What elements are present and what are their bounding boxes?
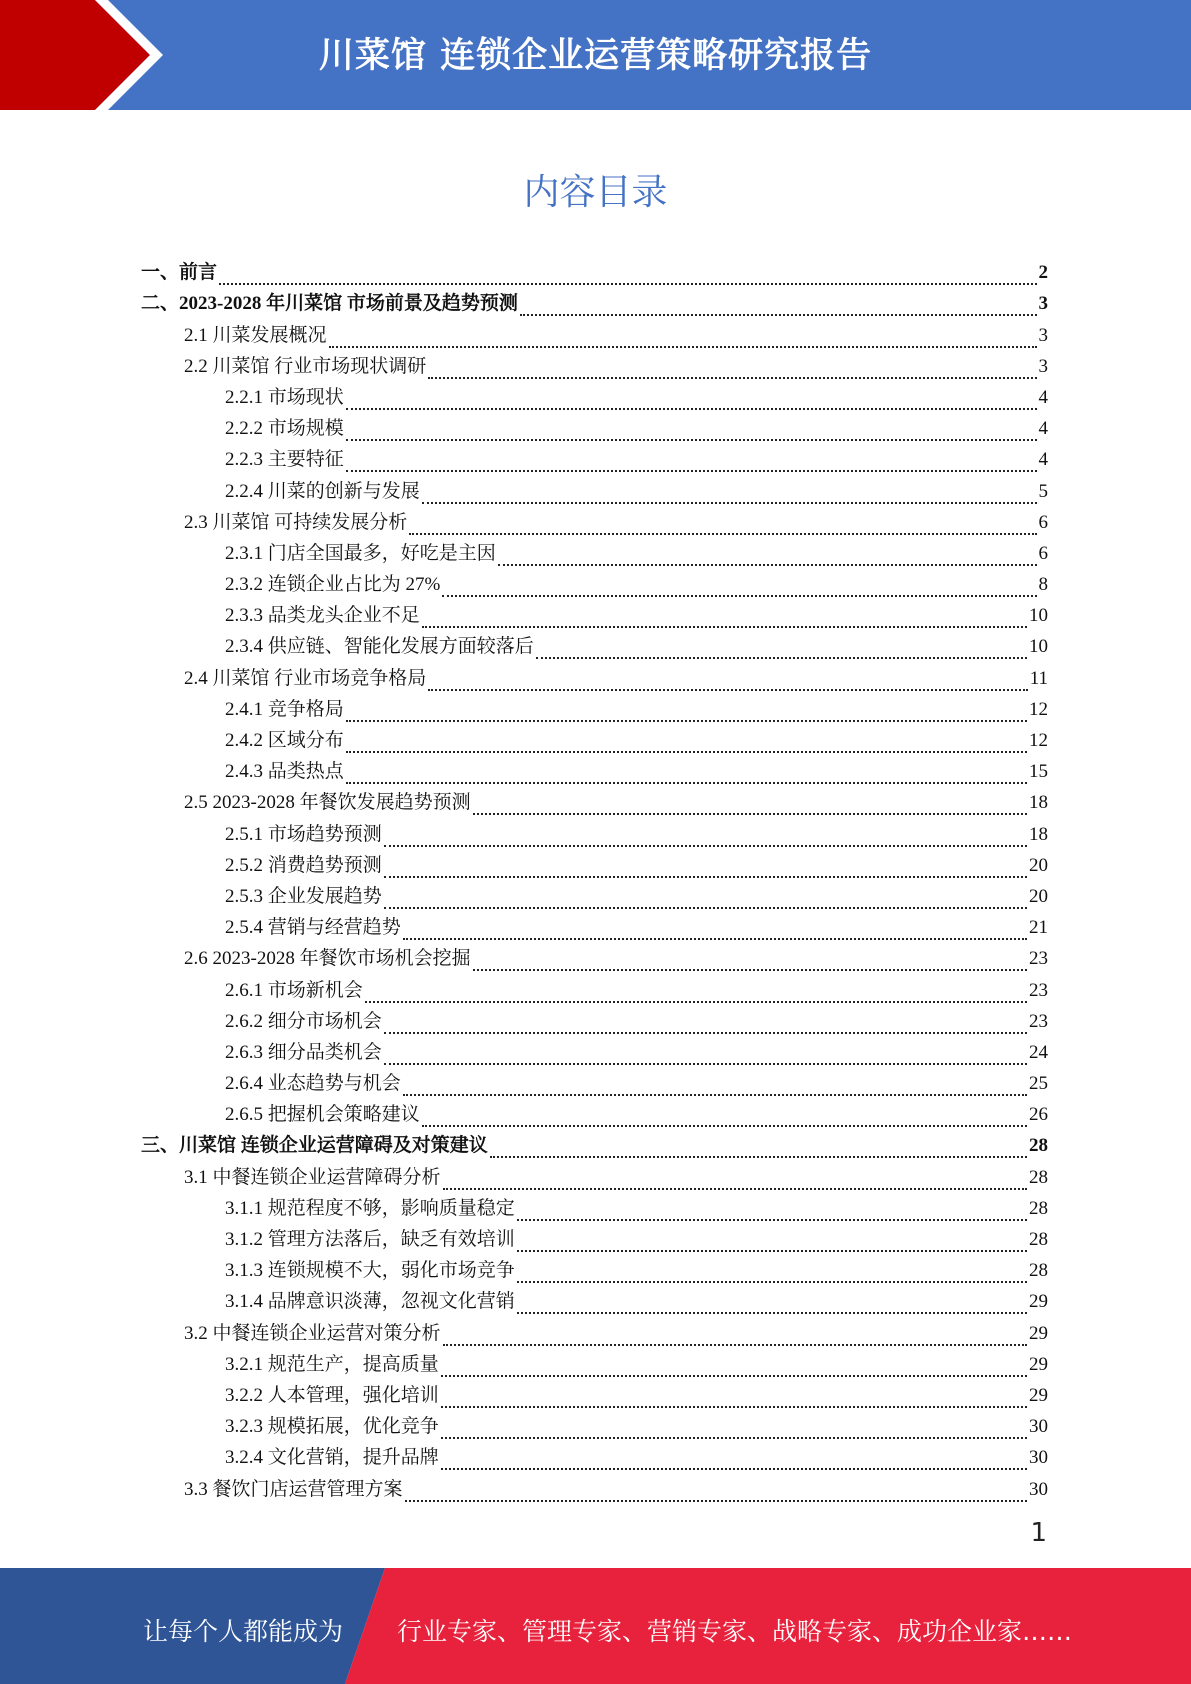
toc-entry-title: 2.4.2 区域分布 bbox=[225, 730, 344, 751]
dot-leader bbox=[346, 764, 1027, 784]
toc-entry-page: 28 bbox=[1029, 1135, 1048, 1157]
toc-entry-title: 2.1 川菜发展概况 bbox=[184, 324, 327, 346]
dot-leader bbox=[428, 671, 1027, 691]
dot-leader bbox=[403, 1076, 1027, 1096]
dot-leader bbox=[428, 359, 1036, 379]
toc-entry-page: 26 bbox=[1029, 1104, 1048, 1126]
dot-leader bbox=[384, 889, 1027, 909]
toc-entry-page: 23 bbox=[1029, 979, 1048, 1001]
toc-entry-page: 5 bbox=[1038, 480, 1048, 502]
toc-entry[interactable] bbox=[141, 971, 1048, 1002]
dot-leader bbox=[517, 1263, 1027, 1283]
toc-entry[interactable] bbox=[141, 1346, 1048, 1377]
toc-entry-page: 20 bbox=[1029, 885, 1048, 907]
toc-entry-title: 2.3.3 品类龙头企业不足 bbox=[225, 605, 420, 627]
dot-leader bbox=[384, 1045, 1027, 1065]
toc-entry[interactable] bbox=[141, 1377, 1048, 1408]
toc-entry[interactable] bbox=[141, 784, 1048, 815]
toc-entry-page: 30 bbox=[1029, 1478, 1048, 1500]
footer-banner bbox=[0, 1568, 1191, 1684]
toc-entry-title: 2.2 川菜馆 行业市场现状调研 bbox=[184, 355, 427, 377]
toc-entry-title: 3.1.4 品牌意识淡薄，忽视文化营销 bbox=[225, 1291, 515, 1313]
dot-leader bbox=[490, 1138, 1027, 1158]
dot-leader bbox=[346, 452, 1037, 472]
toc-entry[interactable] bbox=[141, 628, 1048, 659]
toc-entry-title: 2.5.3 企业发展趋势 bbox=[225, 885, 382, 907]
toc-entry[interactable] bbox=[141, 1158, 1048, 1189]
toc-entry-page: 28 bbox=[1029, 1260, 1048, 1282]
toc-entry[interactable] bbox=[141, 597, 1048, 628]
toc-entry-title: 2.3.1 门店全国最多，好吃是主因 bbox=[225, 542, 496, 564]
dot-leader bbox=[405, 1482, 1027, 1502]
dot-leader bbox=[384, 1014, 1027, 1034]
toc-entry-title: 2.6.3 细分品类机会 bbox=[225, 1041, 382, 1063]
dot-leader bbox=[422, 1107, 1027, 1127]
report-title: 川菜馆 连锁企业运营策略研究报告 bbox=[318, 36, 873, 76]
toc-entry-title: 二、2023-2028 年川菜馆 市场前景及趋势预测 bbox=[141, 293, 518, 315]
dot-leader bbox=[384, 858, 1027, 878]
toc-entry[interactable] bbox=[141, 847, 1048, 878]
toc-entry-title: 3.2 中餐连锁企业运营对策分析 bbox=[184, 1322, 441, 1344]
toc-entry-page: 24 bbox=[1029, 1041, 1048, 1063]
toc-entry-page: 3 bbox=[1038, 293, 1048, 315]
toc-entry-page: 29 bbox=[1029, 1322, 1048, 1344]
dot-leader bbox=[346, 390, 1037, 410]
dot-leader bbox=[409, 515, 1036, 535]
toc-entry-page: 12 bbox=[1029, 698, 1048, 720]
toc-entry-page: 11 bbox=[1029, 667, 1048, 689]
toc-entry[interactable] bbox=[141, 940, 1048, 971]
toc-entry-page: 29 bbox=[1029, 1291, 1048, 1313]
toc-entry[interactable] bbox=[141, 285, 1048, 316]
dot-leader bbox=[346, 421, 1037, 441]
toc-entry[interactable] bbox=[141, 878, 1048, 909]
dot-leader bbox=[443, 1326, 1027, 1346]
dot-leader bbox=[403, 920, 1027, 940]
toc-entry[interactable] bbox=[141, 472, 1048, 503]
toc-entry[interactable] bbox=[141, 691, 1048, 722]
toc-entry[interactable] bbox=[141, 1034, 1048, 1065]
toc-entry-title: 2.6.1 市场新机会 bbox=[225, 979, 363, 1001]
dot-leader bbox=[536, 639, 1027, 659]
toc-entry-page: 6 bbox=[1038, 511, 1048, 533]
dot-leader bbox=[443, 1170, 1027, 1190]
toc-entry-title: 2.4.1 竞争格局 bbox=[225, 698, 344, 720]
dot-leader bbox=[219, 265, 1036, 285]
toc-entry-page: 15 bbox=[1029, 761, 1048, 783]
toc-entry-title: 2.6.4 业态趋势与机会 bbox=[225, 1073, 401, 1095]
toc-entry[interactable] bbox=[141, 1439, 1048, 1470]
toc-entry-title: 2.6.5 把握机会策略建议 bbox=[225, 1104, 420, 1126]
dot-leader bbox=[441, 1357, 1027, 1377]
toc-entry-page: 30 bbox=[1029, 1447, 1048, 1469]
toc-entry[interactable] bbox=[141, 441, 1048, 472]
toc-entry-page: 21 bbox=[1029, 917, 1048, 939]
toc-entry[interactable] bbox=[141, 504, 1048, 535]
dot-leader bbox=[517, 1201, 1027, 1221]
toc-entry-page: 28 bbox=[1029, 1229, 1048, 1250]
toc-entry-title: 2.2.3 主要特征 bbox=[225, 449, 344, 471]
footer-slogan-right: 行业专家、管理专家、营销专家、战略专家、成功企业家…… bbox=[397, 1617, 1073, 1646]
toc-entry-page: 8 bbox=[1038, 574, 1048, 596]
toc-entry[interactable] bbox=[141, 659, 1048, 690]
toc-entry-title: 三、川菜馆 连锁企业运营障碍及对策建议 bbox=[141, 1135, 488, 1157]
dot-leader bbox=[473, 951, 1027, 971]
toc-entry-page: 29 bbox=[1029, 1353, 1048, 1375]
toc-entry[interactable] bbox=[141, 348, 1048, 379]
toc-entry-title: 2.6.2 细分市场机会 bbox=[225, 1010, 382, 1032]
toc-entry-title: 2.5.1 市场趋势预测 bbox=[225, 823, 382, 845]
toc-entry-title: 3.1.2 管理方法落后，缺乏有效培训 bbox=[225, 1229, 515, 1250]
toc-entry-page: 10 bbox=[1029, 605, 1048, 627]
toc-entry-title: 2.5 2023-2028 年餐饮发展趋势预测 bbox=[184, 792, 471, 814]
toc-entry-title: 2.3.2 连锁企业占比为 27% bbox=[225, 574, 441, 596]
toc-entry-title: 3.1.3 连锁规模不大，弱化市场竞争 bbox=[225, 1260, 515, 1282]
toc-entry-title: 2.4 川菜馆 行业市场竞争格局 bbox=[184, 667, 427, 689]
toc-entry-page: 10 bbox=[1029, 636, 1048, 658]
dot-leader bbox=[442, 577, 1036, 597]
toc-entry-title: 3.2.1 规范生产，提高质量 bbox=[225, 1353, 439, 1375]
toc-entry[interactable] bbox=[141, 1221, 1048, 1252]
toc-entry-title: 2.5.4 营销与经营趋势 bbox=[225, 917, 401, 939]
toc-entry[interactable] bbox=[141, 316, 1048, 347]
dot-leader bbox=[346, 702, 1027, 722]
dot-leader bbox=[517, 1294, 1027, 1314]
toc-entry[interactable] bbox=[141, 1252, 1048, 1283]
toc-entry[interactable] bbox=[141, 1408, 1048, 1439]
toc-entry[interactable] bbox=[141, 254, 1048, 285]
toc-entry-title: 一、前言 bbox=[141, 262, 218, 284]
toc-entry-page: 25 bbox=[1029, 1073, 1048, 1095]
toc-entry-page: 4 bbox=[1038, 449, 1048, 471]
footer-slogan-left: 让每个人都能成为 bbox=[143, 1617, 344, 1646]
toc-entry-title: 3.2.4 文化营销，提升品牌 bbox=[225, 1447, 439, 1469]
toc-entry-title: 2.4.3 品类热点 bbox=[225, 761, 344, 783]
toc-entry[interactable] bbox=[141, 1127, 1048, 1158]
toc-entry-title: 2.6 2023-2028 年餐饮市场机会挖掘 bbox=[184, 948, 471, 970]
dot-leader bbox=[422, 484, 1037, 504]
toc-entry-page: 30 bbox=[1029, 1416, 1048, 1438]
toc-entry-title: 2.3 川菜馆 可持续发展分析 bbox=[184, 511, 408, 533]
toc-entry-title: 2.3.4 供应链、智能化发展方面较落后 bbox=[225, 636, 534, 658]
dot-leader bbox=[441, 1419, 1027, 1439]
toc-entry[interactable] bbox=[141, 1190, 1048, 1221]
dot-leader bbox=[384, 827, 1027, 847]
toc-entry[interactable] bbox=[141, 566, 1048, 597]
toc-entry-page: 23 bbox=[1029, 1010, 1048, 1032]
toc-entry-page: 4 bbox=[1038, 418, 1048, 440]
dot-leader bbox=[520, 296, 1037, 316]
page-number: 1 bbox=[1030, 1518, 1047, 1548]
toc-entry-title: 2.2.1 市场现状 bbox=[225, 386, 344, 408]
toc-entry[interactable] bbox=[141, 1470, 1048, 1501]
toc-entry-title: 2.5.2 消费趋势预测 bbox=[225, 854, 382, 876]
toc-entry-title: 3.2.2 人本管理，强化培训 bbox=[225, 1384, 439, 1406]
toc-entry[interactable] bbox=[141, 1065, 1048, 1096]
dot-leader bbox=[498, 546, 1037, 566]
toc-entry-title: 3.1 中餐连锁企业运营障碍分析 bbox=[184, 1166, 441, 1188]
toc-entry-page: 28 bbox=[1029, 1197, 1048, 1219]
toc-entry[interactable] bbox=[141, 1314, 1048, 1345]
toc-entry[interactable] bbox=[141, 1096, 1048, 1127]
toc-entry-page: 6 bbox=[1038, 542, 1048, 564]
toc-entry-page: 18 bbox=[1029, 792, 1048, 814]
dot-leader bbox=[473, 795, 1027, 815]
toc-heading: 内容目录 bbox=[523, 172, 668, 213]
toc-entry-page: 4 bbox=[1038, 386, 1048, 408]
toc-entry-page: 3 bbox=[1038, 324, 1048, 346]
toc-entry-title: 3.2.3 规模拓展，优化竞争 bbox=[225, 1416, 439, 1438]
toc-entry[interactable] bbox=[141, 909, 1048, 940]
toc-entry-title: 3.3 餐饮门店运营管理方案 bbox=[184, 1478, 403, 1500]
toc-entry-page: 12 bbox=[1029, 730, 1048, 751]
dot-leader bbox=[365, 983, 1027, 1003]
toc-entry[interactable] bbox=[141, 379, 1048, 410]
toc-entry[interactable] bbox=[141, 722, 1048, 753]
dot-leader bbox=[422, 608, 1027, 628]
toc-entry[interactable] bbox=[141, 815, 1048, 846]
toc-entry-title: 3.1.1 规范程度不够，影响质量稳定 bbox=[225, 1197, 515, 1219]
dot-leader bbox=[346, 733, 1027, 753]
dot-leader bbox=[329, 328, 1037, 348]
header-banner bbox=[0, 0, 1191, 110]
table-of-contents bbox=[141, 254, 1048, 1502]
toc-entry-page: 20 bbox=[1029, 854, 1048, 876]
dot-leader bbox=[441, 1388, 1027, 1408]
toc-entry[interactable] bbox=[141, 410, 1048, 441]
toc-entry-title: 2.2.4 川菜的创新与发展 bbox=[225, 480, 420, 502]
toc-entry[interactable] bbox=[141, 753, 1048, 784]
toc-entry-page: 29 bbox=[1029, 1384, 1048, 1406]
toc-entry-title: 2.2.2 市场规模 bbox=[225, 418, 344, 440]
dot-leader bbox=[517, 1232, 1027, 1252]
toc-entry[interactable] bbox=[141, 535, 1048, 566]
toc-entry-page: 2 bbox=[1038, 262, 1048, 284]
dot-leader bbox=[441, 1450, 1027, 1470]
toc-entry[interactable] bbox=[141, 1003, 1048, 1034]
toc-entry-page: 23 bbox=[1029, 948, 1048, 970]
toc-entry-page: 18 bbox=[1029, 823, 1048, 845]
toc-entry[interactable] bbox=[141, 1283, 1048, 1314]
toc-entry-page: 3 bbox=[1038, 355, 1048, 377]
toc-entry-page: 28 bbox=[1029, 1166, 1048, 1188]
